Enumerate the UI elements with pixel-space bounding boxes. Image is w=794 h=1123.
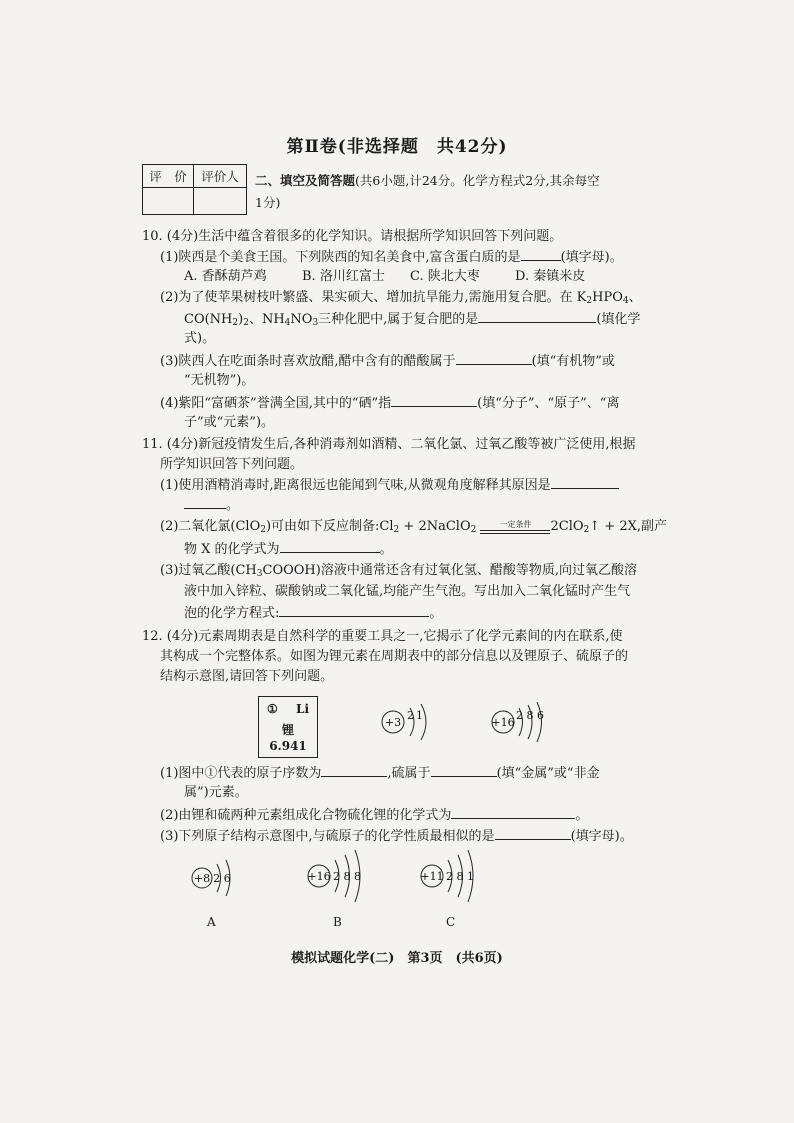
- periodic-table-cell-lithium: [258, 696, 318, 758]
- q10-stem: 10. (4分)生活中蕴含着很多的化学知识。请根据所学知识回答下列问题。: [142, 229, 563, 244]
- q11-part2-blank[interactable]: [280, 540, 380, 553]
- q10-part2-text: ): [238, 312, 244, 327]
- q10-part2-sub: 2: [586, 296, 593, 306]
- q10-part1-text: (1)陕西是个美食王国。下列陕西的知名美食中,富含蛋白质的是: [160, 250, 521, 265]
- element-symbol: Li: [296, 702, 309, 716]
- element-number-mark: ①: [267, 702, 278, 716]
- shell-electrons: 2 8 6: [516, 709, 544, 722]
- q10-part3-line1: [160, 352, 615, 371]
- q10-part2-text: CO(NH: [184, 312, 233, 327]
- q10-part2-text: 三种化肥中,属于复合肥的是: [318, 312, 479, 327]
- q12-part1-text: (填“金属”或“非金: [496, 766, 600, 781]
- shell-electrons: 2 8 8: [333, 870, 361, 883]
- q11-part3-line2: 液中加入锌粒、碳酸钠或二氧化锰,均能产生气泡。写出加入二氧化锰时产生气: [184, 584, 631, 599]
- q12-stem-line2: 其构成一个完整体系。如图为锂元素在周期表中的部分信息以及锂原子、硫原子的: [160, 649, 629, 664]
- q12-part2-blank[interactable]: [451, 806, 575, 819]
- element-mass: 6.941: [269, 739, 307, 753]
- q10-part3-line2: “无机物”)。: [184, 373, 255, 388]
- q12-part3-text: (3)下列原子结构示意图中,与硫原子的化学性质最相似的是: [160, 829, 495, 844]
- q11-stem-line1: 11. (4分)新冠疫情发生后,各种消毒剂如酒精、二氧化氯、过氧乙酸等被广泛使用,根据: [142, 437, 636, 452]
- q10-part2-line1: [160, 289, 642, 310]
- q10-part1-tail: (填字母)。: [560, 250, 623, 265]
- option-c-label: C: [446, 915, 456, 929]
- q10-part3-text: (3)陕西人在吃面条时喜欢放醋,醋中含有的醋酸属于: [160, 354, 456, 369]
- grading-cell-score: [143, 188, 194, 215]
- grading-cell-evaluator: [194, 188, 247, 215]
- lithium-atom-diagram: [380, 700, 440, 744]
- q11-part2-sub: 2: [260, 525, 266, 535]
- q11-part2-text: )可由如下反应制备:Cl: [265, 519, 394, 534]
- grading-header-evaluator: 评价人: [194, 165, 247, 188]
- nucleus-charge: +8: [193, 872, 211, 885]
- q10-part2-sub: 4: [622, 296, 629, 306]
- q12-part2-text: (2)由锂和硫两种元素组成化合物硫化锂的化学式为: [160, 808, 452, 823]
- q10-part2-line3: 式)。: [184, 331, 216, 346]
- option-a-label: A: [207, 915, 216, 929]
- q10-option-a: A. 香酥葫芦鸡: [184, 269, 267, 284]
- q10-part2-sub: 3: [312, 318, 319, 328]
- nucleus-charge: +3: [384, 716, 402, 729]
- grading-table: [142, 164, 247, 215]
- q10-part2-sub: 2: [232, 318, 239, 328]
- q11-part1-line1: [160, 476, 619, 495]
- q12-stem-line3: 结构示意图,请回答下列问题。: [160, 669, 334, 684]
- reaction-arrow: [480, 520, 550, 534]
- q11-part2-text: 2ClO: [550, 519, 584, 534]
- q11-part2-text: + 2NaClO: [399, 519, 471, 534]
- section-desc-line2: 1分): [255, 195, 281, 210]
- q10-option-b: B. 洛川红富士: [302, 269, 385, 284]
- q11-part3-tail: 。: [429, 606, 443, 621]
- q11-part3-text: (3)过氧乙酸(CH: [160, 563, 257, 578]
- q12-part1-line1: [160, 764, 600, 783]
- q11-part2-line1: [160, 518, 667, 539]
- shell-electrons: 2 6: [213, 872, 231, 885]
- q12-part1-text: (1)图中①代表的原子序数为: [160, 766, 322, 781]
- section-heading: [255, 170, 655, 214]
- q11-part1-tail: 。: [226, 498, 240, 513]
- double-line-arrow: [480, 530, 550, 534]
- q11-part3-text: COOOH)溶液中通常还含有过氧化氢、醋酸等物质,向过氧乙酸溶: [262, 563, 637, 578]
- nucleus-charge: +16: [491, 716, 515, 729]
- option-a-atom-diagram: [190, 852, 250, 908]
- q11-part3-sub: 3: [256, 569, 263, 579]
- q10-part4-line2: 子”或“元素”)。: [184, 415, 275, 430]
- q10-part4-blank[interactable]: [391, 394, 477, 407]
- q12-part2: [160, 806, 588, 825]
- option-b-label: B: [333, 915, 342, 929]
- q11-part3-line1: [160, 562, 637, 583]
- q10-part2-text-b: HPO: [592, 290, 623, 305]
- q10-part3-tail: (填“有机物”或: [531, 354, 615, 369]
- nucleus-charge: +11: [420, 870, 444, 883]
- q11-part1-line2: [184, 496, 239, 515]
- q12-part1-line2: 属”)元素。: [184, 785, 248, 800]
- q10-part4-text: (4)紫阳“富硒茶”誉满全国,其中的“硒”指: [160, 396, 392, 411]
- q11-part2-text: 物 X 的化学式为: [184, 542, 280, 557]
- nucleus-charge: +16: [307, 870, 331, 883]
- q11-part2-line2: [184, 540, 393, 559]
- section-title: 二、填空及简答题: [255, 173, 356, 188]
- q12-part3: [160, 827, 633, 846]
- q11-part2-sub: 2: [583, 525, 590, 535]
- q10-part3-blank[interactable]: [456, 352, 532, 365]
- q11-part2-text: (2)二氧化氯(ClO: [160, 519, 261, 534]
- q11-part2-sub: 2: [470, 525, 477, 535]
- q10-part2-sub: 4: [284, 318, 291, 328]
- electron-shell-arc: [537, 702, 542, 742]
- q10-part2-text: 、NH: [248, 312, 285, 327]
- q12-part1-blank-type[interactable]: [431, 764, 497, 777]
- q11-part1-blank-cont[interactable]: [184, 496, 226, 509]
- element-name: 锂: [281, 723, 294, 737]
- q12-part3-tail: (填字母)。: [570, 829, 633, 844]
- q10-part4-tail: (填“分子”、“原子”、“离: [477, 396, 620, 411]
- q10-part2-text-a: (2)为了使苹果树枝叶繁盛、果实硕大、增加抗旱能力,需施用复合肥。在 K: [160, 290, 587, 305]
- grading-header-evaluation: 评 价: [143, 165, 194, 188]
- q11-part3-text: 泡的化学方程式:: [184, 606, 280, 621]
- q10-part2-text: NO: [290, 312, 313, 327]
- page-title: 第Ⅱ卷(非选择题 共42分): [286, 137, 508, 157]
- q10-part2-blank[interactable]: [478, 310, 596, 323]
- q10-part1: [160, 248, 623, 267]
- q10-part2-sub: 2: [243, 318, 249, 328]
- shell-electrons: 2 1: [407, 709, 423, 722]
- q11-part3-blank[interactable]: [279, 604, 429, 617]
- section-desc-line1: (共6小题,计24分。化学方程式2分,其余每空: [355, 173, 600, 188]
- q12-part2-tail: 。: [575, 808, 589, 823]
- q10-part1-blank[interactable]: [521, 248, 561, 261]
- shell-electrons: 2 8 1: [446, 870, 474, 883]
- q11-part2-sub: 2: [393, 525, 400, 535]
- q11-part1-text: (1)使用酒精消毒时,距离很远也能闻到气味,从微观角度解释其原因是: [160, 478, 551, 493]
- q10-option-c: C. 陕北大枣: [410, 269, 480, 284]
- q10-part2-tail: (填化学: [596, 312, 641, 327]
- q11-part1-blank[interactable]: [551, 476, 619, 489]
- q10-part2-text-c: 、: [628, 290, 642, 305]
- q11-stem-line2: 所学知识回答下列问题。: [160, 457, 304, 472]
- q10-option-d: D. 秦镇米皮: [515, 269, 586, 284]
- q12-part3-blank[interactable]: [495, 827, 571, 840]
- q11-part2-text: ↑ + 2X,副产: [589, 519, 667, 534]
- q10-part2-line2: [184, 310, 640, 332]
- q11-part2-tail: 。: [379, 542, 393, 557]
- option-b-atom-diagram: [305, 848, 375, 908]
- sulfur-atom-diagram: [490, 700, 560, 744]
- q12-stem-line1: 12. (4分)元素周期表是自然科学的重要工具之一,它揭示了化学元素间的内在联系,使: [142, 629, 623, 644]
- reaction-condition: 一定条件: [499, 519, 532, 529]
- q12-part1-text: ,硫属于: [387, 766, 431, 781]
- q11-part3-line3: [184, 604, 442, 623]
- option-c-atom-diagram: [418, 848, 488, 908]
- q12-part1-blank-number[interactable]: [321, 764, 387, 777]
- page-footer: 模拟试题化学(二) 第3页 (共6页): [291, 951, 503, 966]
- q10-part4-line1: [160, 394, 619, 413]
